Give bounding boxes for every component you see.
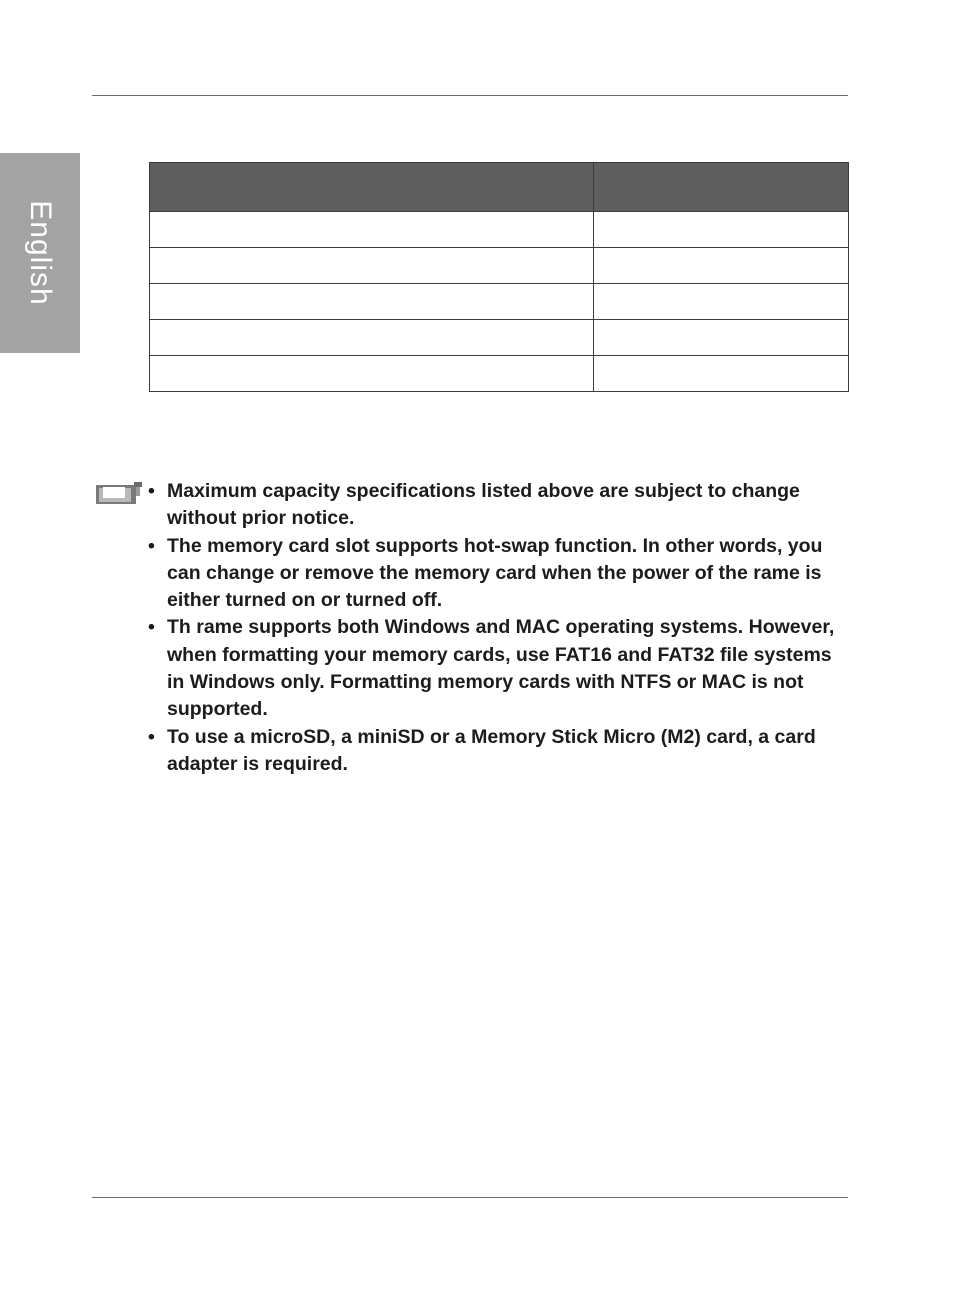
bullet-symbol: • <box>148 725 155 748</box>
footer-rule <box>92 1197 848 1198</box>
note-text: Maximum capacity specifications listed above are subject to change without prior notice. <box>167 480 800 530</box>
table-row <box>150 356 849 392</box>
list-item <box>148 478 848 533</box>
table-cell <box>594 212 849 248</box>
list-item <box>148 614 848 723</box>
list-item <box>148 724 848 779</box>
bullet-symbol: • <box>148 616 155 639</box>
table-row <box>150 212 849 248</box>
table-header-cell <box>594 163 849 212</box>
table-cell <box>150 248 594 284</box>
table-cell <box>594 356 849 392</box>
language-tab-label: English <box>24 200 57 306</box>
table-cell <box>594 320 849 356</box>
table-cell <box>150 212 594 248</box>
header-rule <box>92 95 848 96</box>
note-icon <box>95 482 143 506</box>
notes-list <box>148 478 848 778</box>
table-header-cell <box>150 163 594 212</box>
table-row <box>150 284 849 320</box>
table-cell <box>594 284 849 320</box>
table-cell <box>594 248 849 284</box>
note-text: Th rame supports both Windows and MAC operating systems. However, when formatting your memory cards, use FAT16 and FAT32 file systems in Windows only. Formatting memory cards with NTFS or MAC is not supported. <box>167 616 835 721</box>
table-cell <box>150 356 594 392</box>
note-text: To use a microSD, a miniSD or a Memory Stick Micro (M2) card, a card adapter is required. <box>167 725 816 775</box>
list-item <box>148 533 848 615</box>
bullet-symbol: • <box>148 534 155 557</box>
table-cell <box>150 320 594 356</box>
table-row <box>150 248 849 284</box>
language-tab <box>0 153 80 353</box>
bullet-symbol: • <box>148 480 155 502</box>
table-row <box>150 320 849 356</box>
table-header-row <box>150 163 849 212</box>
table-cell <box>150 284 594 320</box>
spec-table <box>149 162 849 392</box>
note-text: The memory card slot supports hot-swap function. In other words, you can change or remove the memory card when the power of the rame is either turned on or turned off. <box>167 534 823 612</box>
